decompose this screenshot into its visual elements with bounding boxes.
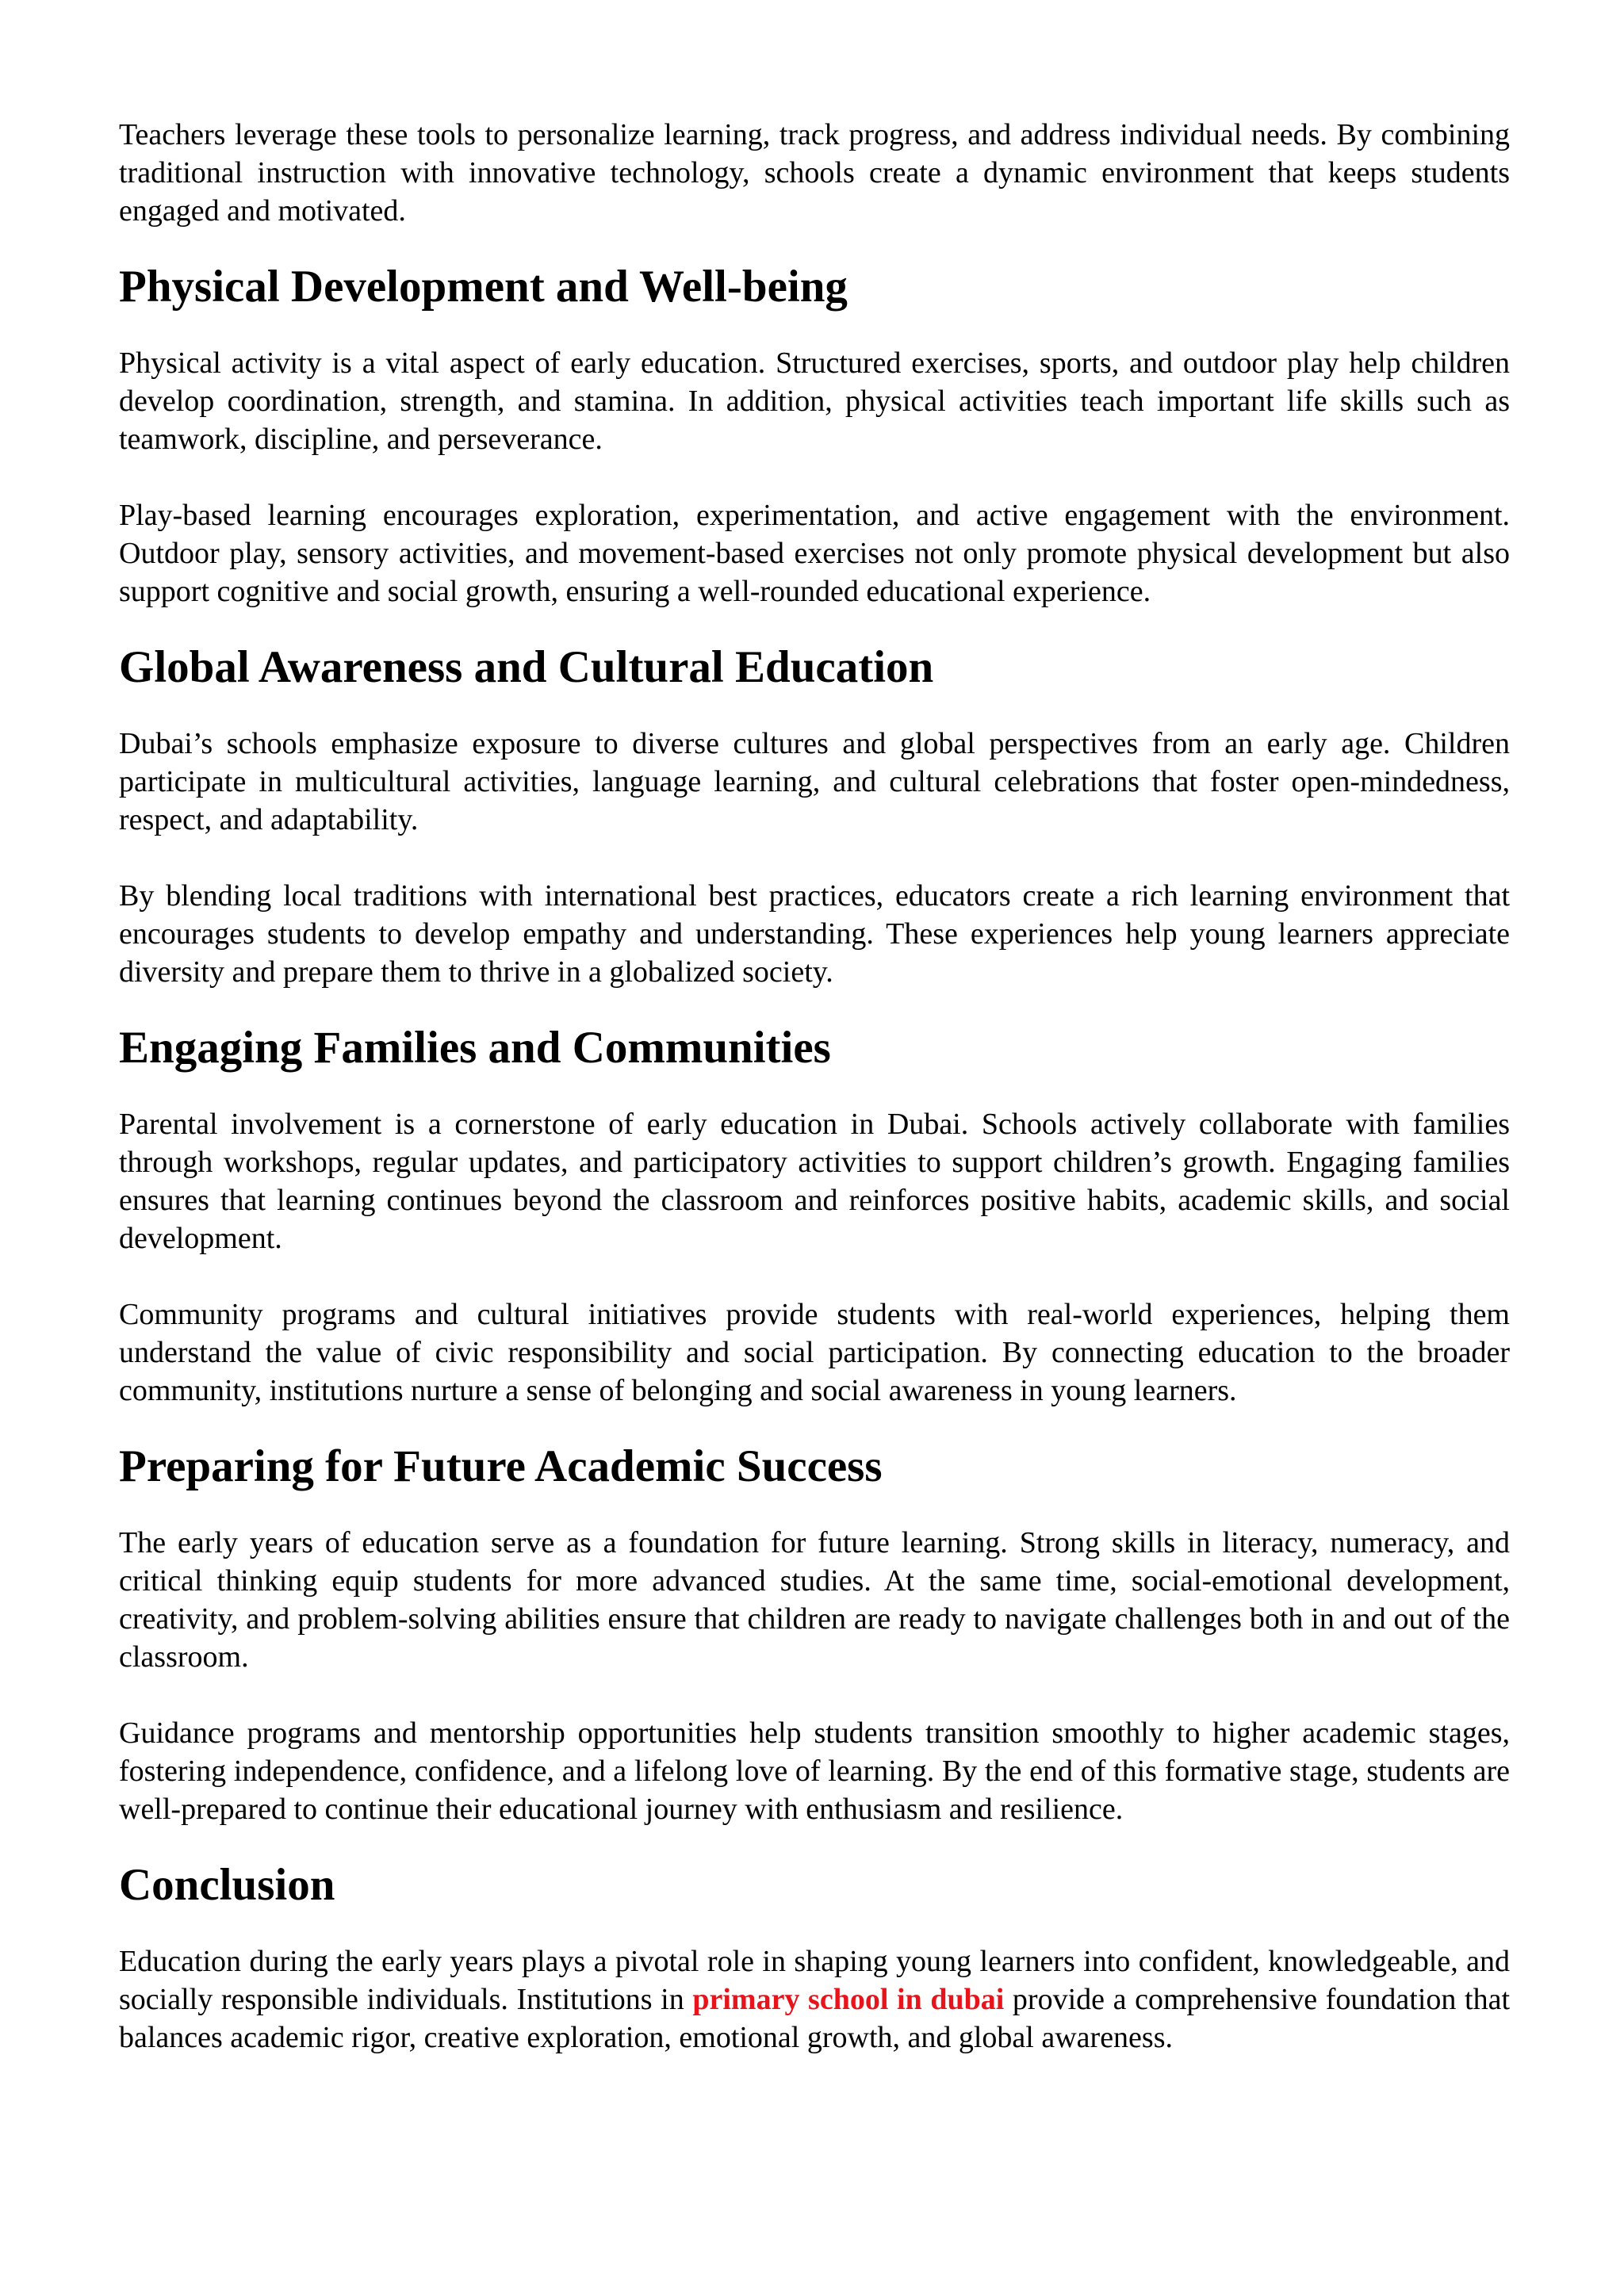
- paragraph-parental-involvement: Parental involvement is a cornerstone of early education in Dubai. Schools actively collaborate with families through workshops, regular updates, and participatory activities to support children’s growth. Engaging families ensures that learning continues beyond the classroom and reinforces positive habits, academic skills, and social development.: [119, 1108, 1510, 1255]
- document-page: [119, 116, 1510, 2095]
- paragraph-guidance-programs: Guidance programs and mentorship opportunities help students transition smoothly to higher academic stages, fostering independence, confidence, and a lifelong love of learning. By the end of this formative stage, students are well-prepared to continue their educational journey with enthusiasm and resilience.: [119, 1716, 1510, 1826]
- paragraph-local-traditions: By blending local traditions with international best practices, educators create a rich learning environment that encourages students to develop empathy and understanding. These experiences help young learners appreciate diversity and prepare them to thrive in a globalized society.: [119, 879, 1510, 989]
- section-heading-future-success: Preparing for Future Academic Success: [119, 1441, 883, 1491]
- paragraph-conclusion: [119, 1942, 1510, 2057]
- paragraph-play-based-learning: Play-based learning encourages exploration, experimentation, and active engagement with the environment. Outdoor play, sensory activities, and movement-based exercises not only promote physical development but also support cognitive and social growth, ensuring a well-rounded educational experience.: [119, 499, 1510, 608]
- section-heading-conclusion: Conclusion: [119, 1860, 335, 1910]
- conclusion-text-after-link: provide a comprehensive foundation that balances academic rigor, creative exploration, emotional growth, and global awareness.: [119, 1983, 1511, 2054]
- section-heading-global-awareness: Global Awareness and Cultural Education: [119, 642, 934, 692]
- paragraph-community-programs: Community programs and cultural initiatives provide students with real-world experiences, helping them understand the value of civic responsibility and social participation. By connecting education to the broader community, institutions nurture a sense of belonging and social awareness in young learners.: [119, 1298, 1510, 1407]
- section-heading-engaging-families: Engaging Families and Communities: [119, 1023, 831, 1073]
- intro-paragraph: Teachers leverage these tools to personalize learning, track progress, and address individual needs. By combining traditional instruction with innovative technology, schools create a dynamic environment that keeps students engaged and motivated.: [119, 118, 1510, 228]
- paragraph-diverse-cultures: Dubai’s schools emphasize exposure to diverse cultures and global perspectives from an early age. Children participate in multicultural activities, language learning, and cultural celebrations that foster open-mindedness, respect, and adaptability.: [119, 727, 1510, 836]
- paragraph-early-years-foundation: The early years of education serve as a foundation for future learning. Strong skills in literacy, numeracy, and critical thinking equip students for more advanced studies. At the same time, social-emotional development, creativity, and problem-solving abilities ensure that children are ready to navigate challenges both in and out of the classroom.: [119, 1526, 1510, 1674]
- conclusion-text-before-link: Education during the early years plays a pivotal role in shaping young learners into confident, knowledgeable, and socially responsible individuals. Institutions in: [119, 1945, 1510, 2016]
- section-heading-physical-development: Physical Development and Well-being: [119, 262, 848, 312]
- paragraph-physical-activity: Physical activity is a vital aspect of early education. Structured exercises, sports, and outdoor play help children develop coordination, strength, and stamina. In addition, physical activities teach important life skills such as teamwork, discipline, and perseverance.: [119, 346, 1510, 456]
- primary-school-link[interactable]: primary school in dubai: [692, 1983, 1005, 2016]
